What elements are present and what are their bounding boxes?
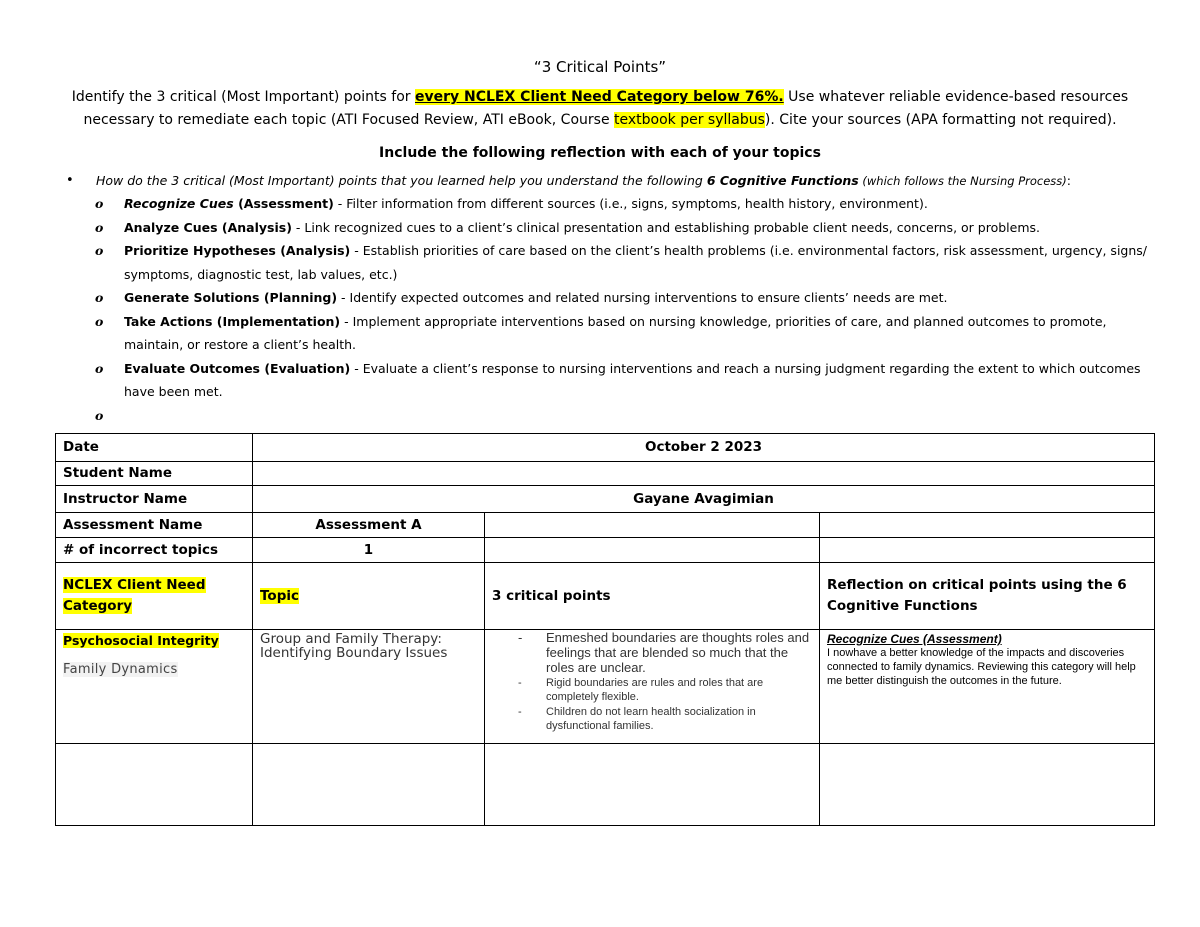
category-name: Psychosocial Integrity bbox=[63, 633, 219, 648]
sub-bullet-icon: o bbox=[95, 243, 104, 258]
function-phase: (Assessment) bbox=[233, 196, 334, 211]
list-item: - Rigid boundaries are rules and roles that are completely flexible. bbox=[518, 677, 764, 703]
intro-paragraph bbox=[40, 86, 1160, 132]
row-incorrect bbox=[56, 538, 1155, 563]
header-topic: Topic bbox=[253, 563, 485, 630]
reflection-heading: Recognize Cues (Assessment) bbox=[827, 632, 1002, 646]
remediation-table bbox=[55, 433, 1155, 826]
incorrect-label: # of incorrect topics bbox=[56, 538, 253, 563]
reflection-text: I nowhave a better knowledge of the impacts and discoveries connected to family dynamics. Reviewing this category will help me better distinguish the outcomes in the future. bbox=[827, 647, 1136, 687]
incorrect-empty-2 bbox=[820, 538, 1155, 563]
assessment-empty-1 bbox=[485, 513, 820, 538]
function-recognize-cues bbox=[66, 192, 1166, 216]
intro-highlight-textbook: textbook per syllabus bbox=[614, 112, 765, 128]
date-value: October 2 2023 bbox=[253, 434, 1155, 462]
function-desc: - Link recognized cues to a client’s clinical presentation and establishing probable client needs, concerns, or problems. bbox=[291, 219, 1040, 235]
header-row bbox=[56, 563, 1155, 630]
function-evaluate-outcomes bbox=[66, 357, 1166, 404]
empty-row bbox=[56, 744, 1155, 826]
subcategory-name: Family Dynamics bbox=[63, 662, 178, 677]
reflection-subheading: Include the following reflection with each of your topics bbox=[379, 145, 821, 161]
header-reflection: Reflection on critical points using the 6 Cognitive Functions bbox=[820, 563, 1155, 630]
bullet-icon: • bbox=[66, 173, 74, 188]
header-category: NCLEX Client Need Category bbox=[56, 563, 253, 630]
function-desc: - Establish priorities of care based on the client’s health problems (i.e. environmental factors, risk assessment, urgency, signs/ symptoms, diagnostic test, lab values, etc.) bbox=[124, 243, 1148, 282]
empty-sub-bullet bbox=[66, 404, 1166, 428]
row-instructor bbox=[56, 486, 1155, 513]
function-desc: - Evaluate a client’s response to nursing interventions and reach a nursing judgment regarding the extent to which outcomes have been met. bbox=[124, 360, 1141, 399]
sub-bullet-icon: o bbox=[95, 196, 104, 211]
category-cell bbox=[56, 630, 253, 744]
assessment-label: Assessment Name bbox=[56, 513, 253, 538]
empty-cell bbox=[820, 744, 1155, 826]
question-text-1: How do the 3 critical (Most Important) points that you learned help you understand the following bbox=[96, 173, 707, 188]
student-value bbox=[253, 462, 1155, 486]
function-prioritize-hypotheses bbox=[66, 239, 1166, 286]
intro-text-3: ). Cite your sources (APA formatting not required). bbox=[764, 112, 1117, 128]
function-name: Analyze Cues (Analysis) bbox=[124, 219, 292, 235]
function-name: Recognize Cues bbox=[124, 196, 234, 211]
points-cell bbox=[485, 630, 820, 744]
question-text-2: (which follows the Nursing Process) bbox=[858, 174, 1067, 188]
instructor-value: Gayane Avagimian bbox=[253, 486, 1155, 513]
function-take-actions bbox=[66, 310, 1166, 357]
intro-highlight-category: every NCLEX Client Need Category below 76%. bbox=[415, 89, 784, 105]
sub-bullet-icon: o bbox=[95, 313, 104, 329]
sub-bullet-icon: o bbox=[95, 290, 104, 305]
intro-text-1: Identify the 3 critical (Most Important) points for bbox=[71, 89, 415, 105]
function-desc: - Implement appropriate interventions based on nursing knowledge, priorities of care, and planned outcomes to promote, maintain, or restore a client’s health. bbox=[124, 313, 1107, 352]
empty-cell bbox=[253, 744, 485, 826]
points-list bbox=[492, 630, 812, 733]
function-name: Take Actions (Implementation) bbox=[124, 313, 341, 329]
function-name: Evaluate Outcomes (Evaluation) bbox=[124, 360, 351, 376]
function-analyze-cues bbox=[66, 216, 1166, 240]
incorrect-empty-1 bbox=[485, 538, 820, 563]
row-assessment bbox=[56, 513, 1155, 538]
empty-cell bbox=[485, 744, 820, 826]
reflection-cell bbox=[820, 630, 1155, 744]
table-row bbox=[56, 630, 1155, 744]
date-label: Date bbox=[56, 434, 253, 462]
sub-bullet-icon: o bbox=[95, 360, 104, 376]
function-name: Generate Solutions (Planning) bbox=[124, 290, 338, 305]
instructor-label: Instructor Name bbox=[56, 486, 253, 513]
assessment-empty-2 bbox=[820, 513, 1155, 538]
list-item: - Children do not learn health socialization in dysfunctional families. bbox=[518, 706, 756, 732]
topic-cell: Group and Family Therapy: Identifying Boundary Issues bbox=[253, 630, 485, 744]
intro-text-2: Use whatever reliable evidence-based resources necessary to remediate each topic (ATI Focused Review, ATI eBook, Course bbox=[83, 89, 1129, 128]
sub-bullet-icon: o bbox=[95, 219, 104, 235]
question-bold: 6 Cognitive Functions bbox=[706, 173, 859, 188]
main-bullet-question bbox=[66, 170, 1166, 192]
list-item: - Enmeshed boundaries are thoughts roles and feelings that are blended so much that the roles are unclear. bbox=[518, 630, 810, 675]
function-desc: - Identify expected outcomes and related nursing interventions to ensure clients’ needs are met. bbox=[337, 290, 948, 305]
sub-bullet-icon: o bbox=[95, 407, 104, 423]
cognitive-functions-list bbox=[66, 170, 1166, 427]
question-text-3: : bbox=[1066, 173, 1071, 188]
empty-cell bbox=[56, 744, 253, 826]
document-title: “3 Critical Points” bbox=[533, 58, 667, 76]
function-desc: - Filter information from different sources (i.e., signs, symptoms, health history, environment). bbox=[333, 196, 928, 211]
assessment-value: Assessment A bbox=[253, 513, 485, 538]
function-generate-solutions bbox=[66, 286, 1166, 310]
student-label: Student Name bbox=[56, 462, 253, 486]
incorrect-value: 1 bbox=[253, 538, 485, 563]
header-points: 3 critical points bbox=[485, 563, 820, 630]
function-name: Prioritize Hypotheses (Analysis) bbox=[124, 243, 351, 258]
row-date bbox=[56, 434, 1155, 462]
row-student bbox=[56, 462, 1155, 486]
